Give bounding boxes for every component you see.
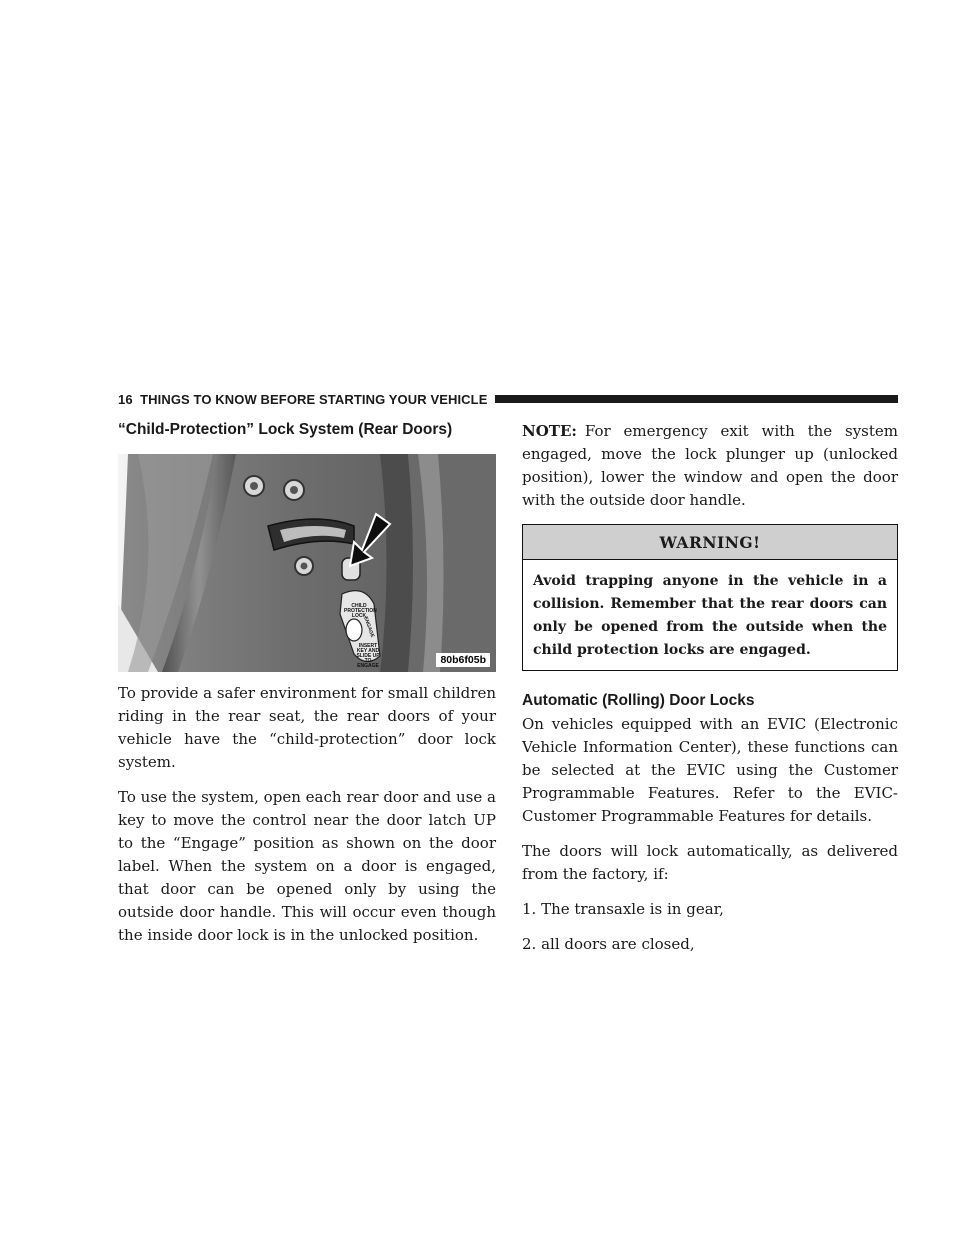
door-latch-drawing xyxy=(118,454,496,672)
door-latch-illustration xyxy=(118,454,496,672)
child-protection-intro: To provide a safer environment for small children riding in the rear seat, the rear doors of your vehicle have the “child-protection” door lock system. xyxy=(118,684,496,771)
right-column xyxy=(522,420,898,968)
list-item: 2. all doors are closed, xyxy=(522,935,695,953)
label-engage: ENGAGE xyxy=(362,615,376,639)
child-protection-heading: “Child-Protection” Lock System (Rear Doors) xyxy=(118,421,453,438)
evic-paragraph: On vehicles equipped with an EVIC (Electronic Vehicle Information Center), these functions can be selected at the EVIC using the Customer Programmable Features. Refer to the EVIC-Customer Programmable Features for details. xyxy=(522,715,898,825)
section-title: THINGS TO KNOW BEFORE STARTING YOUR VEHICLE xyxy=(140,391,488,407)
note-label: NOTE: xyxy=(522,422,577,440)
note-text: For emergency exit with the system engaged, move the lock plunger up (unlocked position), lower the window and open the door with the outside door handle. xyxy=(522,422,898,509)
list-item: 1. The transaxle is in gear, xyxy=(522,900,724,918)
warning-text: Avoid trapping anyone in the vehicle in a collision. Remember that the rear doors can only be opened from the outside when the child protection locks are engaged. xyxy=(533,573,887,658)
warning-title: WARNING! xyxy=(523,525,897,560)
auto-lock-conditions-intro: The doors will lock automatically, as delivered from the factory, if: xyxy=(522,842,898,883)
left-column xyxy=(118,420,496,959)
label-child-protection: CHILD PROTECTION LOCK xyxy=(344,603,377,619)
automatic-door-locks-heading: Automatic (Rolling) Door Locks xyxy=(522,692,755,709)
warning-box xyxy=(522,524,898,671)
running-header xyxy=(118,392,487,407)
page-header xyxy=(118,390,898,408)
label-insert-key: INSERT KEY AND SLIDE UP TO ENGAGE xyxy=(356,643,380,669)
page-number: 16 xyxy=(118,391,133,407)
header-rule xyxy=(495,395,898,403)
note-paragraph xyxy=(522,420,898,512)
child-protection-instructions: To use the system, open each rear door and use a key to move the control near the door latch UP to the “Engage” position as shown on the door label. When the system on a door is engaged, that door can be opened only by using the outside door handle. This will occur even though the inside door lock is in the unlocked position. xyxy=(118,788,496,944)
figure-code: 80b6f05b xyxy=(436,653,490,667)
